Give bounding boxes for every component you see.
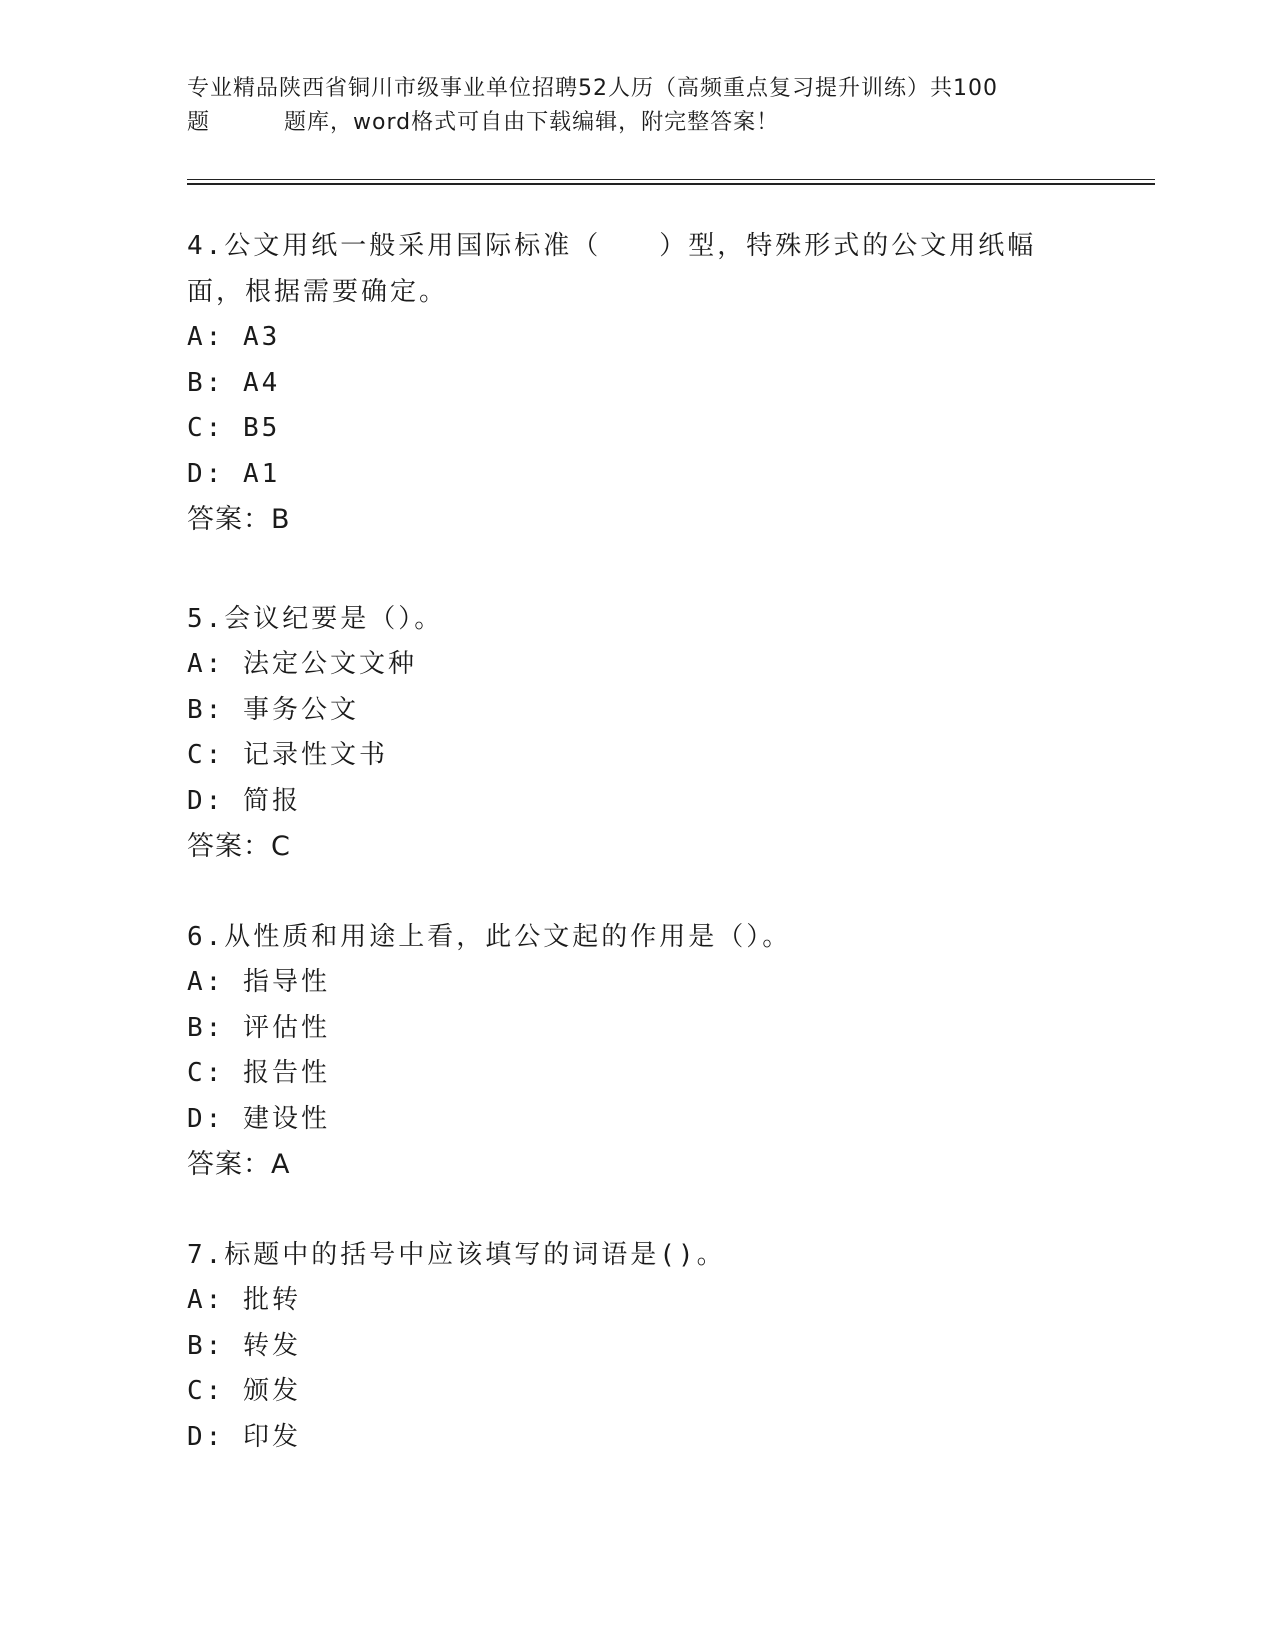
option-c: C: 记录性文书: [187, 740, 388, 770]
header-line-2-lead: 题: [187, 110, 211, 135]
header-divider-thick: [187, 183, 1155, 185]
option-c: C: 颁发: [187, 1376, 301, 1406]
option-b: B: 评估性: [187, 1012, 330, 1043]
option-b: B: 事务公文: [187, 694, 359, 725]
question-text: 6.从性质和用途上看，此公文起的作用是（）。: [187, 922, 792, 952]
option-b: B: A4: [187, 367, 281, 398]
option-d: D: A1: [187, 458, 281, 489]
header-divider-thin: [187, 179, 1155, 180]
option-a: A: 指导性: [187, 967, 330, 997]
question-5: [187, 596, 1087, 870]
option-d: D: 简报: [187, 785, 301, 816]
question-text: 4.公文用纸一般采用国际标准（ ）型，特殊形式的公文用纸幅面，根据需要确定。: [187, 231, 1037, 307]
question-text: 7.标题中的括号中应该填写的词语是()。: [187, 1240, 726, 1270]
question-6: [187, 914, 1087, 1188]
document-header: [187, 72, 1087, 140]
header-line-1: 专业精品陕西省铜川市级事业单位招聘52人历（高频重点复习提升训练）共100: [187, 76, 998, 101]
option-a: A: 批转: [187, 1285, 301, 1315]
answer: 答案：B: [187, 504, 291, 535]
question-text: 5.会议纪要是（）。: [187, 604, 444, 634]
option-a: A: A3: [187, 322, 281, 352]
header-line-2-rest: 题库，word格式可自由下载编辑，附完整答案！: [284, 110, 780, 135]
question-7: [187, 1232, 1087, 1460]
answer: 答案：C: [187, 831, 291, 862]
option-c: C: B5: [187, 413, 281, 443]
question-4: [187, 223, 1087, 543]
option-a: A: 法定公文文种: [187, 649, 417, 679]
option-d: D: 建设性: [187, 1103, 330, 1134]
answer: 答案：A: [187, 1149, 291, 1180]
option-b: B: 转发: [187, 1330, 301, 1361]
option-d: D: 印发: [187, 1421, 301, 1452]
header-line-2: [187, 106, 1087, 140]
option-c: C: 报告性: [187, 1058, 330, 1088]
